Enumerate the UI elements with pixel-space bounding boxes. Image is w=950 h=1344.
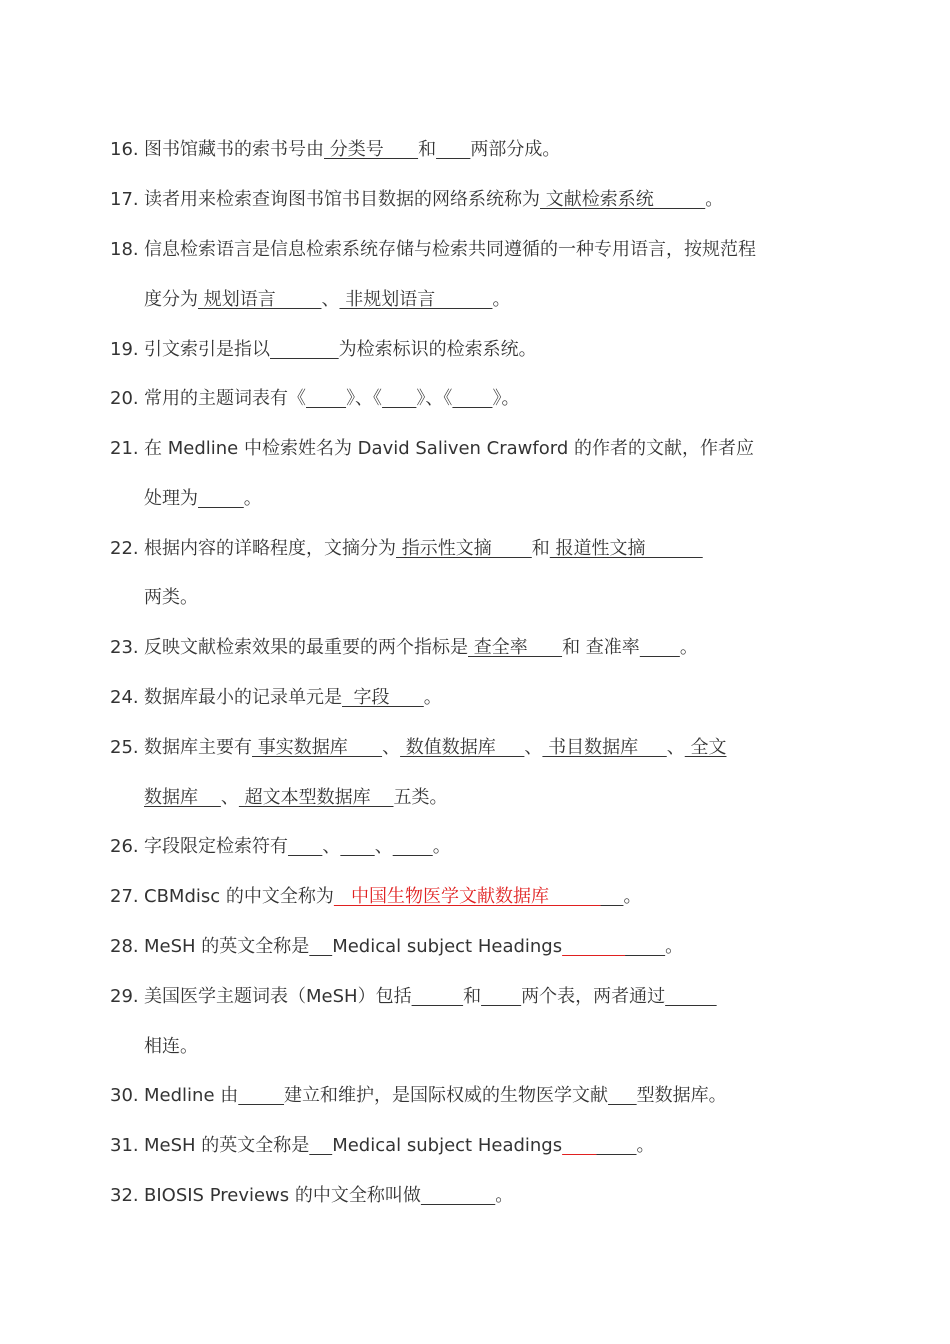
question-text: 、 [220,787,239,808]
question-text: 和 [418,139,437,160]
empty-blank [382,388,416,409]
question-text: 为检索标识的检索系统。 [338,339,537,360]
question-number: 22. [110,538,139,559]
question-30 [110,1082,830,1110]
answer-blank: 分类号 [324,139,419,160]
question-text: MeSH 的英文全称是 [144,1135,310,1156]
question-text: 。 [623,886,642,907]
empty-blank [309,1135,332,1156]
question-text: BIOSIS Previews 的中文全称叫做 [144,1185,421,1206]
question-21 [110,435,830,463]
question-text: 、 [322,836,341,857]
question-27 [110,883,830,911]
question-text: 和 [531,538,550,559]
question-17 [110,186,830,214]
empty-blank [393,836,433,857]
question-24 [110,684,830,712]
empty-blank [665,986,717,1007]
question-29-continuation [144,1033,198,1061]
question-number: 21. [110,438,139,459]
question-text: 字段限定检索符有 [144,836,288,857]
question-text: 。 [243,488,262,509]
question-text: 图书馆藏书的索书号由 [144,139,324,160]
answer-blank: 书目数据库 [542,737,667,758]
empty-blank [608,1085,637,1106]
question-number: 24. [110,687,139,708]
question-text: 处理为 [144,488,198,509]
question-text: 、 [666,737,685,758]
question-text: 型数据库。 [636,1085,727,1106]
answer-blank: 查全率 [468,637,563,658]
question-number: 29. [110,986,139,1007]
question-25-continuation [144,784,448,812]
question-text: 引文索引是指以 [144,339,270,360]
answer-blank: 全文 [684,737,727,758]
question-text: 相连。 [144,1036,198,1057]
question-number: 18. [110,239,139,260]
empty-blank [309,936,332,957]
answer-blank: 字段 [342,687,424,708]
question-text: 两个表，两者通过 [521,986,666,1007]
empty-blank [596,1135,636,1156]
question-text: 、 [382,737,401,758]
question-23 [110,634,830,662]
question-text: 。 [492,289,511,310]
question-text: 、 [321,289,340,310]
question-number: 17. [110,189,139,210]
question-text: 》、《 [416,388,453,409]
answer-blank: 文献检索系统 [540,189,706,210]
empty-blank [436,139,470,160]
question-number: 31. [110,1135,139,1156]
question-text: 读者用来检索查询图书馆书目数据的网络系统称为 [144,189,540,210]
empty-blank [198,488,244,509]
answer-blank: 报道性文摘 [549,538,703,559]
answer-blank: 指示性文摘 [396,538,532,559]
question-text: 反映文献检索效果的最重要的两个指标是 [144,637,468,658]
question-text: 。 [432,836,451,857]
question-text: MeSH 的英文全称是 [144,936,310,957]
answer-blank: 事实数据库 [252,737,383,758]
question-number: 27. [110,886,139,907]
empty-blank [270,339,339,360]
question-text: 。 [665,936,684,957]
question-text: 、 [374,836,393,857]
question-31 [110,1132,830,1160]
question-text: 信息检索语言是信息检索系统存储与检索共同遵循的一种专用语言，按规范程 [144,239,756,260]
question-text: 和 [463,986,482,1007]
question-number: 16. [110,139,139,160]
question-number: 20. [110,388,139,409]
question-number: 30. [110,1085,139,1106]
empty-blank [288,836,322,857]
question-text: 和 查准率 [562,637,640,658]
question-number: 28. [110,936,139,957]
question-text: 。 [423,687,442,708]
question-text: 常用的主题词表有《 [144,388,306,409]
answer-blank: 数值数据库 [400,737,525,758]
question-text: 美国医学主题词表（MeSH）包括 [144,986,412,1007]
red-underline-blank [562,936,625,957]
question-text: 。 [705,189,724,210]
question-21-continuation [144,485,262,513]
question-number: 32. [110,1185,139,1206]
question-16 [110,136,830,164]
question-text: 两类。 [144,587,198,608]
question-text: 》。 [492,388,520,409]
question-number: 19. [110,339,139,360]
question-number: 25. [110,737,139,758]
question-22-continuation [144,584,198,612]
empty-blank [481,986,521,1007]
question-number: 23. [110,637,139,658]
answer-text: Medical subject Headings [332,1135,563,1156]
answer-blank: 超文本型数据库 [238,787,394,808]
question-18-continuation [144,286,510,314]
question-text: 数据库最小的记录单元是 [144,687,342,708]
question-text: 数据库主要有 [144,737,252,758]
answer-blank: 非规划语言 [339,289,493,310]
question-20 [110,385,830,413]
question-text: CBMdisc 的中文全称为 [144,886,334,907]
empty-blank [601,886,624,907]
empty-blank [452,388,492,409]
question-25 [110,734,830,762]
answer-blank: 规划语言 [198,289,322,310]
question-32 [110,1182,830,1210]
empty-blank [340,836,374,857]
question-text: 、 [524,737,543,758]
empty-blank [421,1185,495,1206]
question-text: 。 [679,637,698,658]
question-text: 建立和维护，是国际权威的生物医学文献 [284,1085,609,1106]
red-underline-blank [562,1135,596,1156]
question-18 [110,236,830,264]
answer-text: Medical subject Headings [332,936,563,957]
empty-blank [625,936,665,957]
question-text: 两部分成。 [470,139,561,160]
question-text: Medline 由 [144,1085,239,1106]
question-22 [110,535,830,563]
question-text: 在 Medline 中检索姓名为 David Saliven Crawford 的作者的文献，作者应 [144,438,754,459]
question-text: 》、《 [346,388,383,409]
question-26 [110,833,830,861]
empty-blank [412,986,464,1007]
empty-blank [238,1085,284,1106]
question-19 [110,336,830,364]
question-number: 26. [110,836,139,857]
question-text: 度分为 [144,289,198,310]
question-28 [110,933,830,961]
answer-blank: 数据库 [144,787,221,808]
question-29 [110,983,830,1011]
empty-blank [306,388,346,409]
question-text: 。 [636,1135,655,1156]
empty-blank [640,637,680,658]
question-text: 五类。 [393,787,448,808]
question-text: 根据内容的详略程度，文摘分为 [144,538,396,559]
red-answer-blank: 中国生物医学文献数据库 [333,886,601,907]
question-text: 。 [495,1185,514,1206]
